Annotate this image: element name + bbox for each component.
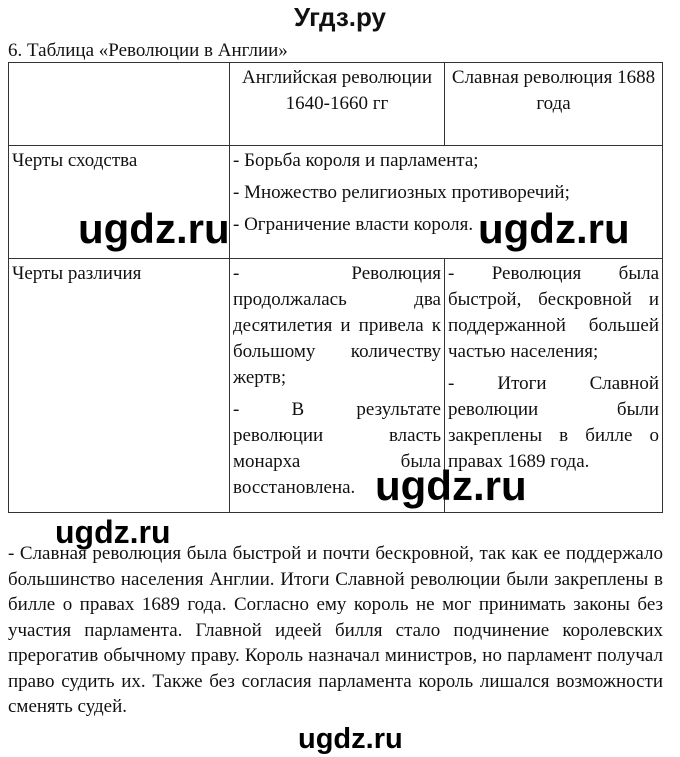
watermark: ugdz.ru xyxy=(78,205,230,252)
watermark: ugdz.ru xyxy=(55,514,171,550)
difference-item: - Итоги Славной революции были закреплены в билле о правах 1689 года. xyxy=(448,373,659,472)
header-cell-glorious-revolution: Славная революция 1688 года xyxy=(445,63,663,146)
table-header-row xyxy=(9,63,663,146)
row-label-similarities: Черты сходства xyxy=(9,146,230,259)
watermark: ugdz.ru xyxy=(375,462,527,509)
answer-paragraph: - Славная революция была быстрой и почти бескровной, так как ее поддержало большинство населения Англии. Итоги Славной революции были закреплены в билле о правах 1689 года. Согласно ему король не мог принимать законы без участия парламента. Главной идеей билля стало подчинение королевских прерогатив обычному праву. Король назначал министров, но парламент получал право судить их. Также без согласия парламента король лишался возможности сменять судей. xyxy=(8,543,663,717)
table-row xyxy=(9,259,663,513)
difference-item: - В результате революции власть монарха была восстановлена. xyxy=(233,399,441,498)
header-cell-empty xyxy=(9,63,230,146)
similarity-item: - Ограничение власти короля. xyxy=(233,214,474,235)
watermark: ugdz.ru xyxy=(478,205,630,252)
row-label-differences: Черты различия xyxy=(9,259,230,513)
difference-item: - Революция продолжалась два десятилетия и привела к большому количеству жертв; xyxy=(233,263,441,388)
task-title: 6. Таблица «Революции в Англии» xyxy=(8,40,288,61)
difference-item: - Революция была быстрой, бескровной и поддержанной большей частью населения; xyxy=(448,263,659,362)
site-title: Угдз.ру xyxy=(294,2,386,32)
header-cell-english-revolution: Английская революции 1640-1660 гг xyxy=(230,63,445,146)
similarity-item: - Борьба короля и парламента; xyxy=(233,150,479,171)
similarity-item: - Множество религиозных противоречий; xyxy=(233,182,570,203)
revolutions-table xyxy=(8,62,663,513)
watermark: ugdz.ru xyxy=(298,723,403,755)
